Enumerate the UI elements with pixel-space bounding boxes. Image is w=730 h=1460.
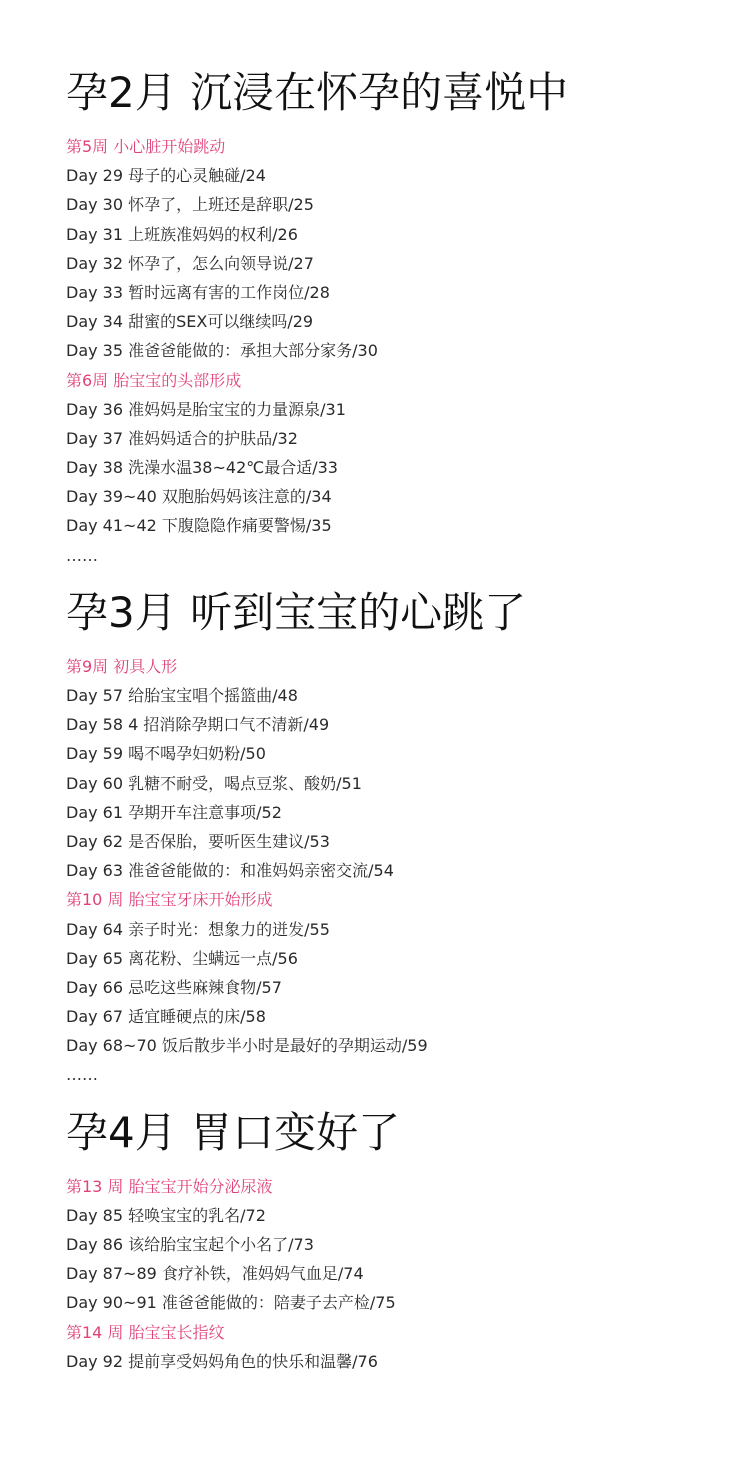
week-heading: 第13 周 胎宝宝开始分泌尿液 <box>66 1176 273 1196</box>
section-title: 孕4月 胃口变好了 <box>66 1107 401 1157</box>
day-entry: Day 58 4 招消除孕期口气不清新/49 <box>66 715 330 735</box>
entry-list <box>66 1172 706 1376</box>
day-entry: Day 90~91 准爸爸能做的：陪妻子去产检/75 <box>66 1293 396 1313</box>
day-entry: Day 33 暂时远离有害的工作岗位/28 <box>66 282 330 302</box>
day-entry: Day 62 是否保胎，要听医生建议/53 <box>66 831 330 851</box>
day-entry: Day 36 准妈妈是胎宝宝的力量源泉/31 <box>66 399 346 419</box>
week-heading: 第9周 初具人形 <box>66 656 178 676</box>
day-entry: Day 30 怀孕了，上班还是辞职/25 <box>66 195 314 215</box>
day-entry: Day 87~89 食疗补铁，准妈妈气血足/74 <box>66 1264 364 1284</box>
day-entry: Day 65 离花粉、尘螨远一点/56 <box>66 948 298 968</box>
week-heading: 第14 周 胎宝宝长指纹 <box>66 1322 225 1342</box>
day-entry: Day 32 怀孕了，怎么向领导说/27 <box>66 253 314 273</box>
ellipsis: …… <box>66 545 98 565</box>
section-title: 孕2月 沉浸在怀孕的喜悦中 <box>66 68 569 117</box>
section-month-3 <box>66 582 706 1090</box>
week-heading: 第5周 小心脏开始跳动 <box>66 137 226 156</box>
day-entry: Day 63 准爸爸能做的：和准妈妈亲密交流/54 <box>66 861 394 881</box>
entry-list <box>66 132 706 570</box>
day-entry: Day 57 给胎宝宝唱个摇篮曲/48 <box>66 686 298 705</box>
week-heading: 第10 周 胎宝宝牙床开始形成 <box>66 890 273 910</box>
table-of-contents <box>66 62 706 1376</box>
day-entry: Day 68~70 饭后散步半小时是最好的孕期运动/59 <box>66 1036 428 1056</box>
day-entry: Day 37 准妈妈适合的护肤品/32 <box>66 428 298 448</box>
day-entry: Day 66 忌吃这些麻辣食物/57 <box>66 977 282 997</box>
day-entry: Day 61 孕期开车注意事项/52 <box>66 802 282 822</box>
week-heading: 第6周 胎宝宝的头部形成 <box>66 370 242 390</box>
day-entry: Day 39~40 双胞胎妈妈该注意的/34 <box>66 487 332 507</box>
day-entry: Day 34 甜蜜的SEX可以继续吗/29 <box>66 312 314 332</box>
ellipsis: …… <box>66 1065 98 1085</box>
section-month-2 <box>66 62 706 570</box>
day-entry: Day 35 准爸爸能做的：承担大部分家务/30 <box>66 341 378 361</box>
day-entry: Day 60 乳糖不耐受，喝点豆浆、酸奶/51 <box>66 773 362 793</box>
day-entry: Day 92 提前享受妈妈角色的快乐和温馨/76 <box>66 1351 378 1371</box>
day-entry: Day 67 适宜睡硬点的床/58 <box>66 1007 266 1027</box>
day-entry: Day 86 该给胎宝宝起个小名了/73 <box>66 1235 314 1254</box>
day-entry: Day 85 轻唤宝宝的乳名/72 <box>66 1205 266 1225</box>
section-month-4 <box>66 1102 706 1376</box>
day-entry: Day 41~42 下腹隐隐作痛要警惕/35 <box>66 516 332 536</box>
day-entry: Day 38 洗澡水温38~42℃最合适/33 <box>66 458 338 478</box>
day-entry: Day 31 上班族准妈妈的权利/26 <box>66 224 298 244</box>
day-entry: Day 59 喝不喝孕妇奶粉/50 <box>66 744 266 764</box>
day-entry: Day 64 亲子时光：想象力的迸发/55 <box>66 919 330 939</box>
section-title: 孕3月 听到宝宝的心跳了 <box>66 587 527 637</box>
day-entry: Day 29 母子的心灵触碰/24 <box>66 166 266 186</box>
entry-list <box>66 652 706 1090</box>
